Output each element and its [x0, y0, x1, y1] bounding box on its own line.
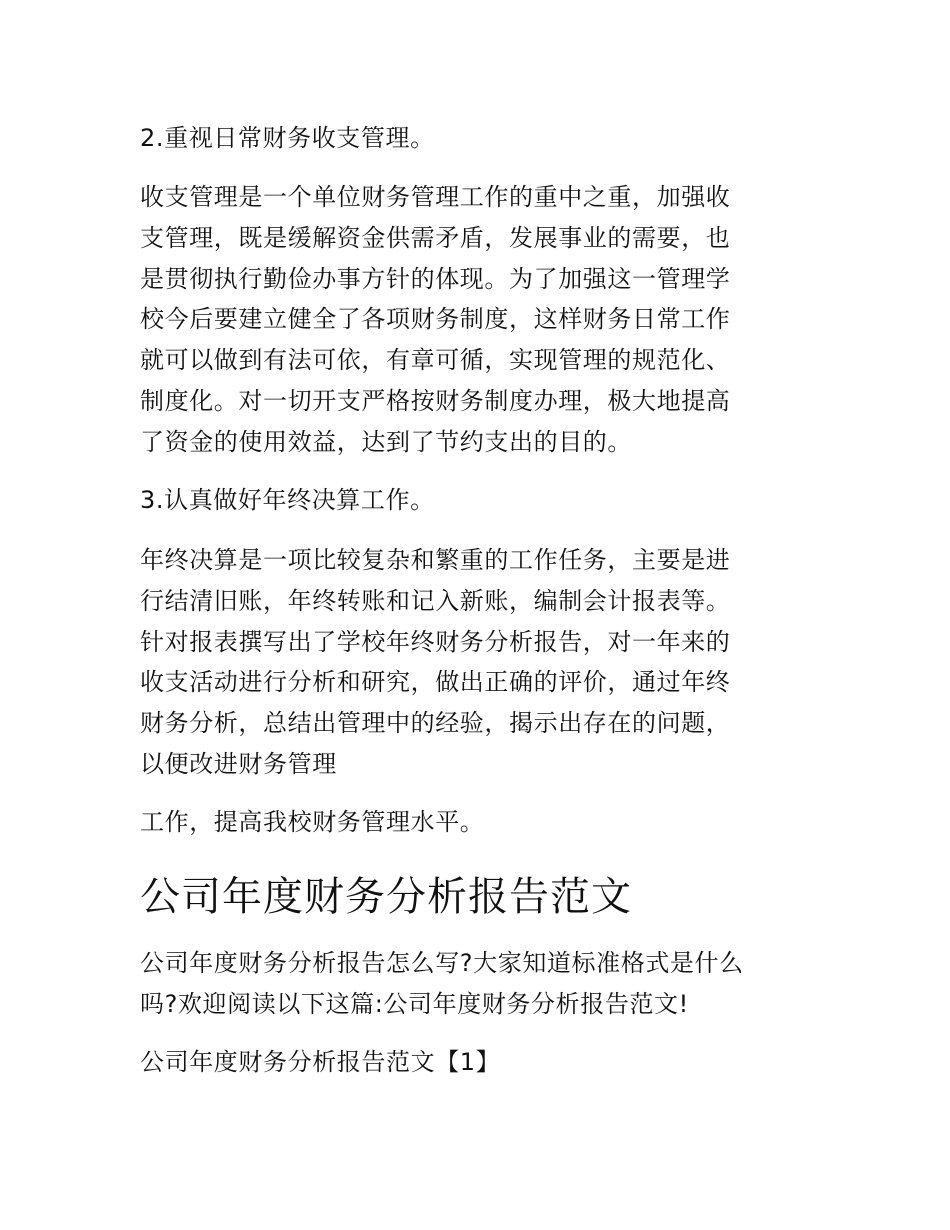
section-2-heading: [140, 118, 800, 159]
body-line: 工作，提高我校财务管理水平。: [140, 808, 485, 836]
intro-line: 公司年度财务分析报告怎么写?大家知道标准格式是什么: [140, 949, 744, 977]
section-2-body: [140, 177, 800, 463]
body-line: 财务分析，总结出管理中的经验，揭示出存在的问题，: [140, 709, 731, 738]
body-line: 行结清旧账，年终转账和记入新账，编制会计报表等。: [140, 586, 731, 615]
section-3-continuation: [140, 802, 800, 843]
section-heading-text: 3.认真做好年终决算工作。: [140, 486, 435, 514]
body-line: 校今后要建立健全了各项财务制度，这样财务日常工作: [140, 305, 731, 334]
body-line: 年终决算是一项比较复杂和繁重的工作任务，主要是进: [140, 546, 731, 574]
article-intro: [140, 943, 800, 1025]
subheading-text: 公司年度财务分析报告范文【1】: [140, 1048, 501, 1076]
body-line: 制度化。对一切开支严格按财务制度办理，极大地提高: [140, 386, 731, 415]
section-3-body: [140, 540, 800, 785]
section-heading-text: 2.重视日常财务收支管理。: [140, 124, 435, 152]
article-title: 公司年度财务分析报告范文: [140, 874, 632, 920]
body-line: 以便改进财务管理: [140, 749, 337, 778]
body-line: 收支活动进行分析和研究，做出正确的评价，通过年终: [140, 668, 731, 697]
article-subheading: [140, 1042, 800, 1083]
body-line: 支管理，既是缓解资金供需矛盾，发展事业的需要，也: [140, 223, 731, 252]
intro-line: 吗?欢迎阅读以下这篇:公司年度财务分析报告范文!: [140, 989, 689, 1018]
body-line: 收支管理是一个单位财务管理工作的重中之重，加强收: [140, 183, 731, 211]
body-line: 针对报表撰写出了学校年终财务分析报告，对一年来的: [140, 627, 731, 656]
body-line: 就可以做到有法可依，有章可循，实现管理的规范化、: [140, 346, 731, 375]
body-line: 了资金的使用效益，达到了节约支出的目的。: [140, 427, 632, 456]
body-line: 是贯彻执行勤俭办事方针的体现。为了加强这一管理学: [140, 264, 731, 293]
section-3-heading: [140, 480, 800, 521]
